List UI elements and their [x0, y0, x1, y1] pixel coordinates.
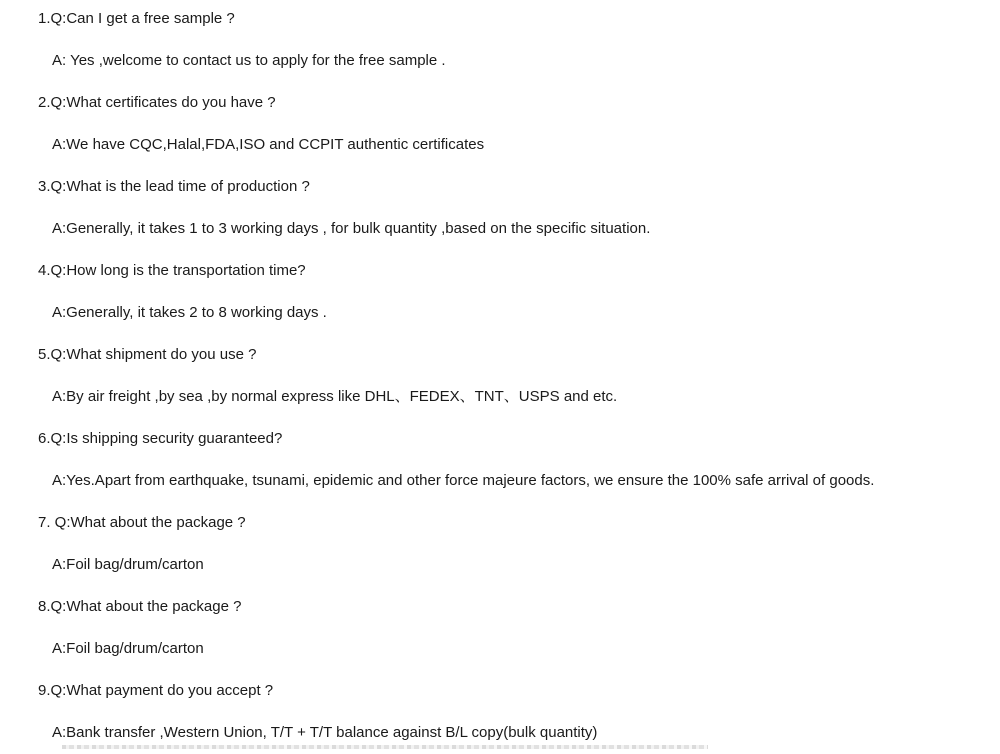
faq-answer-5: A:By air freight ,by sea ,by normal express like DHL、FEDEX、TNT、USPS and etc.: [52, 388, 618, 405]
faq-question-4: 4.Q:How long is the transportation time?: [38, 262, 306, 279]
faq-answer-7: A:Foil bag/drum/carton: [52, 556, 204, 573]
faq-question-8: 8.Q:What about the package ?: [38, 598, 242, 615]
faq-answer-4: A:Generally, it takes 2 to 8 working days .: [52, 304, 327, 321]
clipped-text-remnant: [62, 745, 708, 749]
faq-question-2: 2.Q:What certificates do you have ?: [38, 94, 276, 111]
faq-answer-3: A:Generally, it takes 1 to 3 working days , for bulk quantity ,based on the specific situation.: [52, 220, 651, 237]
faq-answer-9: A:Bank transfer ,Western Union, T/T + T/T balance against B/L copy(bulk quantity): [52, 724, 598, 741]
faq-answer-6: A:Yes.Apart from earthquake, tsunami, epidemic and other force majeure factors, we ensure the 100% safe arrival of goods.: [52, 472, 875, 489]
faq-answer-1: A: Yes ,welcome to contact us to apply for the free sample .: [52, 52, 446, 69]
faq-question-5: 5.Q:What shipment do you use ?: [38, 346, 257, 363]
faq-answer-8: A:Foil bag/drum/carton: [52, 640, 204, 657]
faq-question-1: 1.Q:Can I get a free sample ?: [38, 10, 235, 27]
faq-question-9: 9.Q:What payment do you accept ?: [38, 682, 274, 699]
faq-question-3: 3.Q:What is the lead time of production ?: [38, 178, 310, 195]
faq-question-6: 6.Q:Is shipping security guaranteed?: [38, 430, 283, 447]
faq-question-7: 7. Q:What about the package ?: [38, 514, 246, 531]
faq-answer-2: A:We have CQC,Halal,FDA,ISO and CCPIT authentic certificates: [52, 136, 485, 153]
